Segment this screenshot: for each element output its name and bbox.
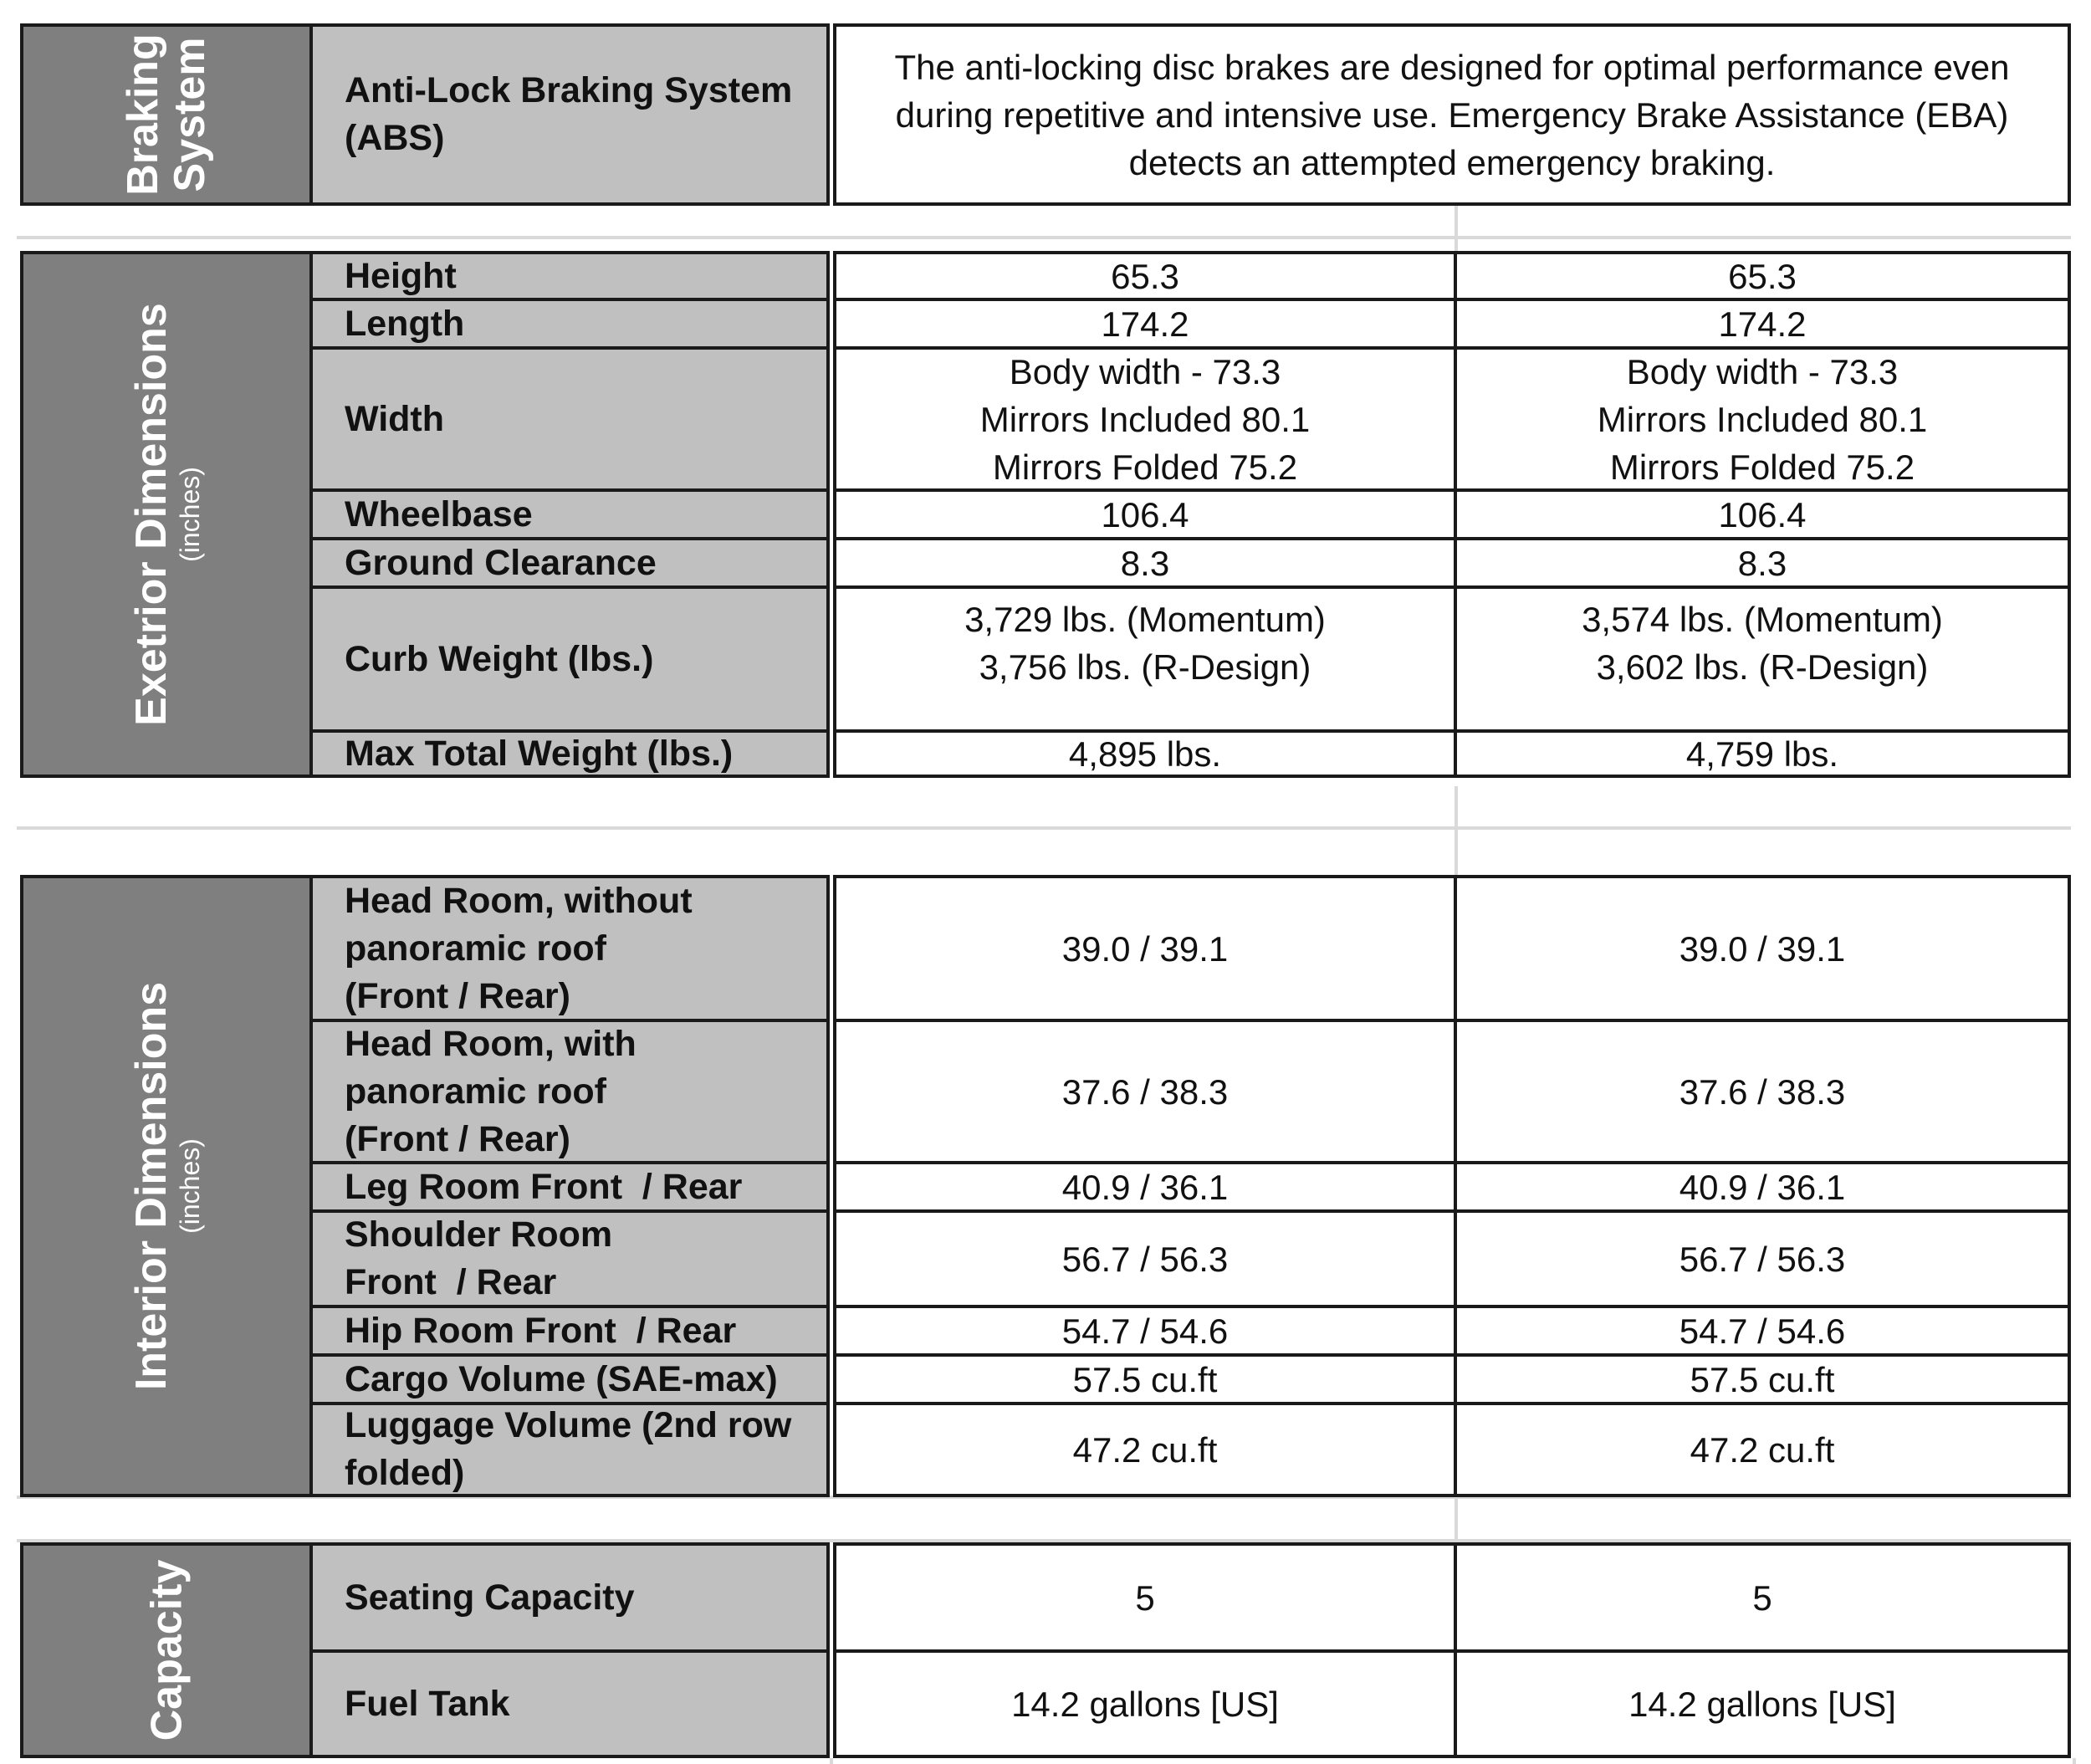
value-ground-clearance-col1: 8.3 — [833, 537, 1457, 589]
curb-weight-col1-line2: 3,756 lbs. (R-Design) — [979, 647, 1311, 687]
curb-weight-col1-line1: 3,729 lbs. (Momentum) — [964, 600, 1326, 639]
value-hip-room-col2: 54.7 / 54.6 — [1454, 1305, 2071, 1357]
value-curb-weight-col2 — [1454, 585, 2071, 733]
value-head-room-without-roof-col2: 39.0 / 39.1 — [1454, 875, 2071, 1022]
value-luggage-volume-col1: 47.2 cu.ft — [833, 1402, 1457, 1497]
section-title-line2: System — [165, 37, 214, 192]
label-abs-line1: Anti-Lock Braking System — [345, 70, 793, 110]
label-line2: panoramic roof — [345, 1071, 606, 1112]
section-title-line1: Braking — [118, 33, 167, 196]
value-shoulder-room-col1: 56.7 / 56.3 — [833, 1209, 1457, 1308]
curb-weight-col2-line1: 3,574 lbs. (Momentum) — [1582, 600, 1943, 639]
label-line1: Luggage Volume (2nd row — [345, 1405, 792, 1445]
label-fuel-tank: Fuel Tank — [309, 1649, 830, 1758]
section-title: Capacity — [141, 1559, 191, 1741]
section-header-interior-dimensions — [20, 875, 313, 1497]
label-leg-room: Leg Room Front / Rear — [309, 1161, 830, 1213]
section-header-capacity — [20, 1542, 313, 1758]
label-hip-room: Hip Room Front / Rear — [309, 1305, 830, 1357]
abs-description-line1: The anti-locking disc brakes are designed for optimal performance even — [894, 47, 2010, 87]
label-length: Length — [309, 298, 830, 350]
section-subtitle: (inches) — [175, 467, 205, 562]
value-shoulder-room-col2: 56.7 / 56.3 — [1454, 1209, 2071, 1308]
width-col2-line3: Mirrors Folded 75.2 — [1609, 447, 1915, 487]
value-max-total-weight-col1: 4,895 lbs. — [833, 729, 1457, 778]
width-col1-line1: Body width - 73.3 — [1009, 351, 1281, 391]
value-cargo-volume-col2: 57.5 cu.ft — [1454, 1353, 2071, 1405]
section-header-braking-system — [20, 23, 313, 206]
abs-description-line2: during repetitive and intensive use. Emergency Brake Assistance (EBA) — [895, 95, 2009, 135]
label-shoulder-room — [309, 1209, 830, 1308]
label-seating-capacity: Seating Capacity — [309, 1542, 830, 1653]
value-ground-clearance-col2: 8.3 — [1454, 537, 2071, 589]
value-wheelbase-col2: 106.4 — [1454, 488, 2071, 540]
value-head-room-with-roof-col2: 37.6 / 38.3 — [1454, 1019, 2071, 1164]
value-cargo-volume-col1: 57.5 cu.ft — [833, 1353, 1457, 1405]
label-abs-line2: (ABS) — [345, 118, 445, 158]
label-head-room-with-roof — [309, 1019, 830, 1164]
value-max-total-weight-col2: 4,759 lbs. — [1454, 729, 2071, 778]
value-luggage-volume-col2: 47.2 cu.ft — [1454, 1402, 2071, 1497]
value-length-col1: 174.2 — [833, 298, 1457, 350]
value-curb-weight-col1 — [833, 585, 1457, 733]
value-seating-capacity-col2: 5 — [1454, 1542, 2071, 1653]
label-height: Height — [309, 251, 830, 301]
section-header-exterior-dimensions — [20, 251, 313, 778]
label-cargo-volume: Cargo Volume (SAE-max) — [309, 1353, 830, 1405]
value-height-col2: 65.3 — [1454, 251, 2071, 301]
value-leg-room-col1: 40.9 / 36.1 — [833, 1161, 1457, 1213]
label-wheelbase: Wheelbase — [309, 488, 830, 540]
value-head-room-with-roof-col1: 37.6 / 38.3 — [833, 1019, 1457, 1164]
curb-weight-col2-line2: 3,602 lbs. (R-Design) — [1596, 647, 1929, 687]
section-title: Exetrior Dimensions — [127, 303, 176, 726]
label-ground-clearance: Ground Clearance — [309, 537, 830, 589]
width-col2-line1: Body width - 73.3 — [1626, 351, 1899, 391]
value-leg-room-col2: 40.9 / 36.1 — [1454, 1161, 2071, 1213]
label-width: Width — [309, 346, 830, 492]
label-line2: Front / Rear — [345, 1262, 557, 1302]
label-line1: Shoulder Room — [345, 1214, 613, 1255]
label-line2: folded) — [345, 1453, 465, 1493]
section-subtitle: (inches) — [175, 1138, 205, 1234]
label-abs — [309, 23, 830, 206]
width-col2-line2: Mirrors Included 80.1 — [1597, 399, 1928, 439]
value-length-col2: 174.2 — [1454, 298, 2071, 350]
label-line3: (Front / Rear) — [345, 1118, 570, 1159]
label-line1: Head Room, without — [345, 880, 693, 921]
width-col1-line3: Mirrors Folded 75.2 — [992, 447, 1298, 487]
value-head-room-without-roof-col1: 39.0 / 39.1 — [833, 875, 1457, 1022]
abs-description — [833, 23, 2071, 206]
value-width-col1 — [833, 346, 1457, 492]
value-fuel-tank-col1: 14.2 gallons [US] — [833, 1649, 1457, 1758]
label-head-room-without-roof — [309, 875, 830, 1022]
value-wheelbase-col1: 106.4 — [833, 488, 1457, 540]
label-curb-weight: Curb Weight (lbs.) — [309, 585, 830, 733]
abs-description-line3: detects an attempted emergency braking. — [1128, 142, 1776, 182]
width-col1-line2: Mirrors Included 80.1 — [979, 399, 1311, 439]
value-hip-room-col1: 54.7 / 54.6 — [833, 1305, 1457, 1357]
label-line3: (Front / Rear) — [345, 975, 570, 1016]
label-max-total-weight: Max Total Weight (lbs.) — [309, 729, 830, 778]
label-line1: Head Room, with — [345, 1023, 637, 1064]
value-width-col2 — [1454, 346, 2071, 492]
label-line2: panoramic roof — [345, 928, 606, 969]
section-title: Interior Dimensions — [127, 981, 176, 1391]
value-height-col1: 65.3 — [833, 251, 1457, 301]
value-seating-capacity-col1: 5 — [833, 1542, 1457, 1653]
value-fuel-tank-col2: 14.2 gallons [US] — [1454, 1649, 2071, 1758]
label-luggage-volume — [309, 1402, 830, 1497]
